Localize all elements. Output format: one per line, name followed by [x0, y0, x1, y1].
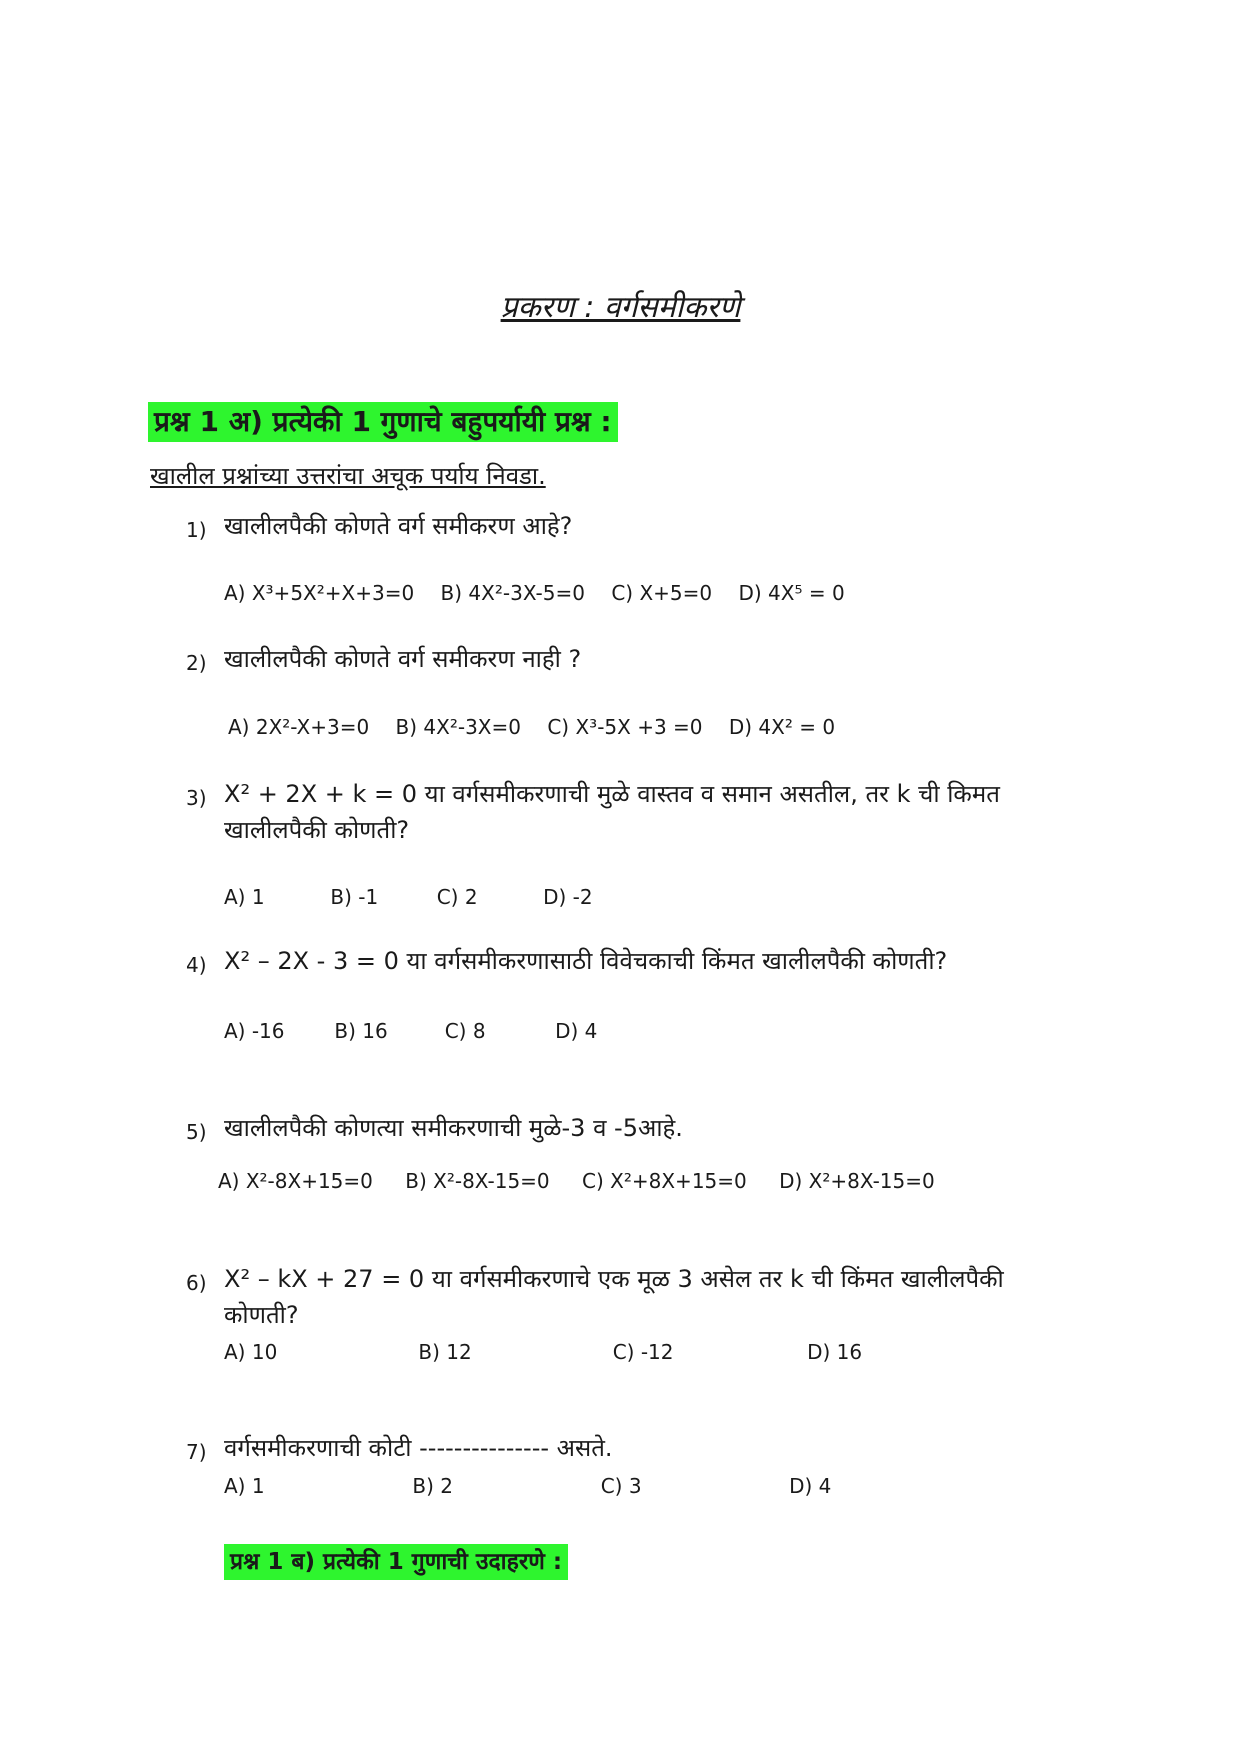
question-text: खालीलपैकी कोणते वर्ग समीकरण नाही ?	[224, 645, 582, 673]
option-b: B) 12	[418, 1340, 472, 1364]
question-number: 7)	[186, 1440, 207, 1464]
option-d: D) 4X² = 0	[728, 715, 836, 739]
option-b: B) 4X²-3X=0	[395, 715, 521, 739]
option-b: B) 2	[412, 1474, 453, 1498]
option-a: A) 1	[224, 1474, 265, 1498]
question-text: X² – kX + 27 = 0 या वर्गसमीकरणाचे एक मूळ 3 असेल तर k ची किंमत खालीलपैकी कोणती?	[224, 1265, 1004, 1329]
options-row	[218, 1166, 1118, 1196]
question-text: X² + 2X + k = 0 या वर्गसमीकरणाची मुळे वास्तव व समान असतील, तर k ची किमत खालीलपैकी कोणती?	[224, 780, 1000, 844]
question-number: 6)	[186, 1271, 207, 1295]
option-c: C) 2	[436, 885, 478, 909]
option-a: A) -16	[224, 1019, 285, 1043]
options-row	[224, 1016, 1124, 1046]
option-d: D) X²+8X-15=0	[779, 1169, 935, 1193]
option-d: D) -2	[543, 885, 593, 909]
option-b: B) X²-8X-15=0	[405, 1169, 550, 1193]
option-b: B) 4X²-3X-5=0	[440, 581, 585, 605]
option-d: D) 4	[555, 1019, 598, 1043]
option-d: D) 16	[807, 1340, 863, 1364]
section-heading-1b: प्रश्न 1 ब) प्रत्येकी 1 गुणाची उदाहरणे :	[224, 1544, 568, 1580]
question-text: वर्गसमीकरणाची कोटी --------------- असते.	[224, 1434, 613, 1462]
question-number: 3)	[186, 786, 207, 810]
question-number: 1)	[186, 518, 207, 542]
option-b: B) -1	[330, 885, 379, 909]
question-text: X² – 2X - 3 = 0 या वर्गसमीकरणासाठी विवेचकाची किंमत खालीलपैकी कोणती?	[224, 947, 948, 975]
option-c: C) X+5=0	[611, 581, 713, 605]
option-a: A) 1	[224, 885, 265, 909]
instruction-text: खालील प्रश्नांच्या उत्तरांचा अचूक पर्याय निवडा.	[150, 462, 546, 490]
option-b: B) 16	[334, 1019, 388, 1043]
question-number: 5)	[186, 1120, 207, 1144]
question-text: खालीलपैकी कोणते वर्ग समीकरण आहे?	[224, 512, 573, 540]
option-c: C) -12	[612, 1340, 674, 1364]
options-row	[224, 1337, 1124, 1367]
option-a: A) X²-8X+15=0	[218, 1169, 373, 1193]
option-c: C) 3	[600, 1474, 642, 1498]
option-c: C) 8	[444, 1019, 486, 1043]
option-a: A) X³+5X²+X+3=0	[224, 581, 415, 605]
options-row	[224, 882, 1124, 912]
options-row	[224, 578, 1124, 608]
option-c: C) X²+8X+15=0	[582, 1169, 747, 1193]
option-a: A) 10	[224, 1340, 278, 1364]
page-title: प्रकरण : वर्गसमीकरणे	[500, 290, 741, 325]
option-c: C) X³-5X +3 =0	[547, 715, 703, 739]
options-row	[224, 1471, 1124, 1501]
option-d: D) 4X⁵ = 0	[738, 581, 845, 605]
question-number: 4)	[186, 953, 207, 977]
option-d: D) 4	[789, 1474, 832, 1498]
question-text: खालीलपैकी कोणत्या समीकरणाची मुळे-3 व -5आहे.	[224, 1114, 683, 1142]
option-a: A) 2X²-X+3=0	[228, 715, 370, 739]
question-number: 2)	[186, 651, 207, 675]
options-row	[228, 712, 1128, 742]
section-heading-1a: प्रश्न 1 अ) प्रत्येकी 1 गुणाचे बहुपर्यायी प्रश्न :	[148, 402, 618, 442]
